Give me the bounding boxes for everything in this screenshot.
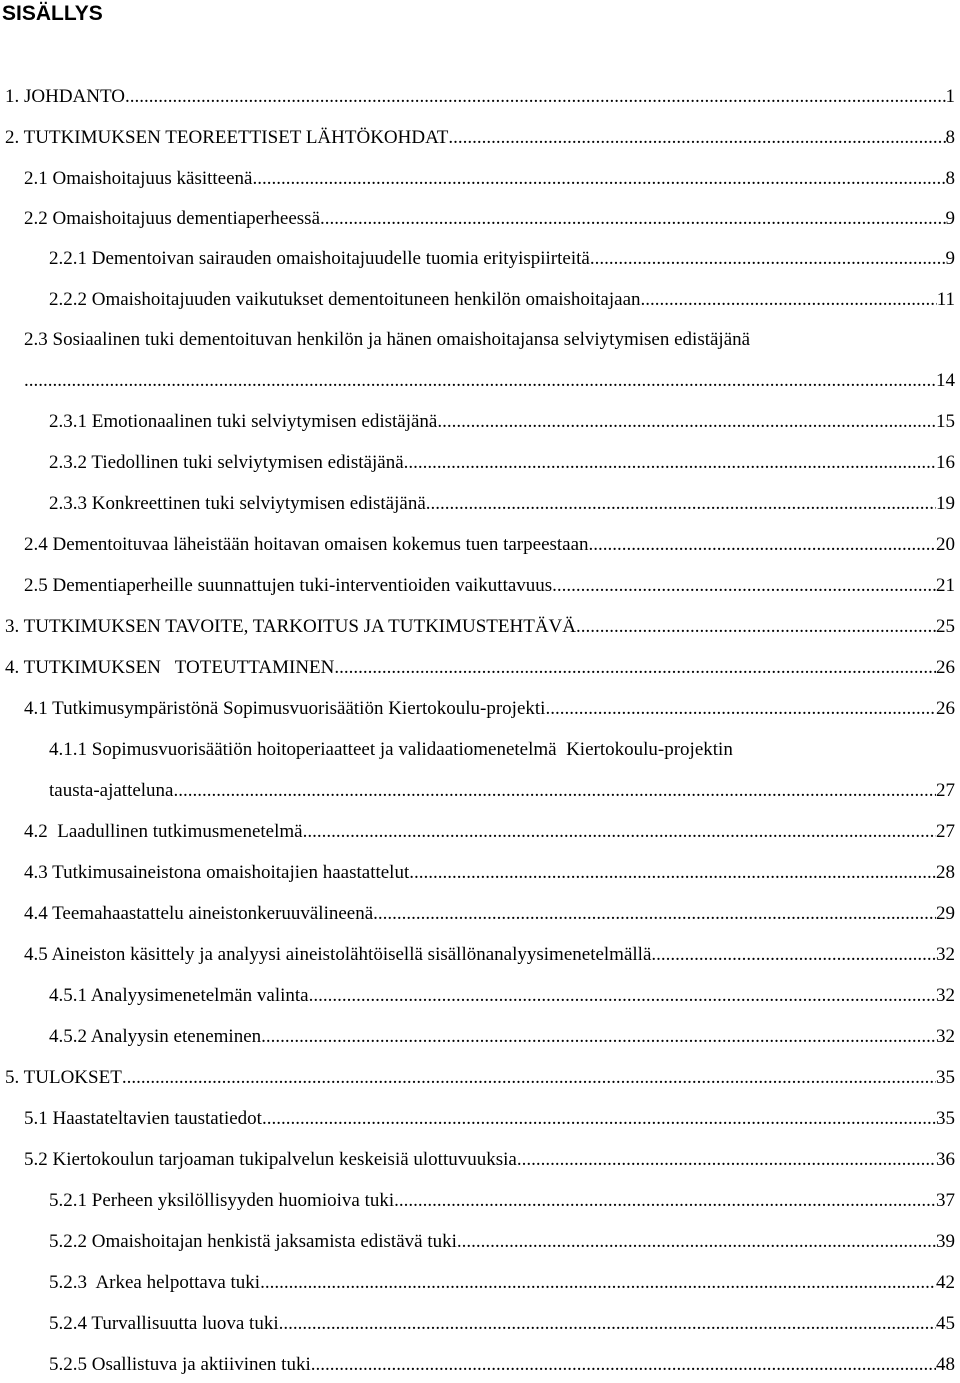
- toc-entry-text[interactable]: 4.1.1 Sopimusvuorisäätiön hoitoperiaatteet ja validaatiomenetelmä Kiertokoulu-projektin: [49, 739, 733, 760]
- toc-page-number: 11: [936, 289, 955, 310]
- toc-page-number: 27: [936, 780, 955, 801]
- toc-page-number: 8: [945, 127, 955, 148]
- dot-leader: [262, 1107, 936, 1131]
- toc-entry-text: 2. TUTKIMUKSEN TEOREETTISET LÄHTÖKOHDAT: [5, 127, 449, 148]
- dot-leader: [257, 167, 945, 191]
- toc-entry[interactable]: [49, 984, 955, 1008]
- toc-entry[interactable]: [49, 1230, 955, 1254]
- dot-leader: [576, 615, 936, 639]
- toc-entry-text: 2.3.2 Tiedollinen tuki selviytymisen edistäjänä: [49, 452, 404, 473]
- toc-page-number: 20: [936, 534, 955, 555]
- dot-leader: [651, 943, 936, 967]
- toc-entry[interactable]: [24, 533, 955, 557]
- toc-entry-text: 2.2 Omaishoitajuus dementiaperheessä: [24, 208, 321, 229]
- toc-entry[interactable]: [24, 574, 955, 598]
- dot-leader: [426, 492, 936, 516]
- toc-entry-text: 2.2.2 Omaishoitajuuden vaikutukset dementoituneen henkilön omaishoitajaan: [49, 289, 641, 310]
- toc-title: SISÄLLYS: [2, 2, 103, 25]
- toc-page-number: 16: [936, 452, 955, 473]
- toc-entry[interactable]: [24, 167, 955, 191]
- toc-page-number: 36: [936, 1149, 955, 1170]
- dot-leader: [448, 126, 945, 150]
- toc-page-number: 48: [936, 1354, 955, 1375]
- toc-entry[interactable]: [49, 451, 955, 475]
- dot-leader: [334, 656, 936, 680]
- toc-entry-text: 5.2.1 Perheen yksilöllisyyden huomioiva tuki: [49, 1190, 395, 1211]
- toc-entry-text: 2.1 Omaishoitajuus käsitteenä.: [24, 168, 258, 189]
- dot-leader: [641, 288, 937, 312]
- toc-entry[interactable]: [24, 820, 955, 844]
- dot-leader: [394, 1189, 936, 1213]
- toc-page-number: 1: [945, 86, 955, 107]
- toc-entry[interactable]: [49, 247, 955, 271]
- toc-entry[interactable]: [5, 1066, 955, 1090]
- toc-page-number: 39: [936, 1231, 955, 1252]
- dot-leader: [457, 1230, 936, 1254]
- toc-entry[interactable]: [24, 943, 955, 967]
- dot-leader: [260, 1271, 936, 1295]
- toc-page-number: 19: [936, 493, 955, 514]
- toc-entry-text: 2.3.3 Konkreettinen tuki selviytymisen edistäjänä: [49, 493, 426, 514]
- toc-page-number: 27: [936, 821, 955, 842]
- toc-entry-text: 5.2.2 Omaishoitajan henkistä jaksamista edistävä tuki: [49, 1231, 457, 1252]
- dot-leader: [552, 574, 936, 598]
- toc-entry[interactable]: [5, 656, 955, 680]
- toc-entry[interactable]: [49, 1353, 955, 1377]
- dot-leader: [309, 984, 936, 1008]
- toc-entry[interactable]: [49, 410, 955, 434]
- toc-page-number: 26: [936, 698, 955, 719]
- toc-entry-text: 4.5.1 Analyysimenetelmän valinta: [49, 985, 309, 1006]
- toc-page-number: 26: [936, 657, 955, 678]
- toc-entry-text: 3. TUTKIMUKSEN TAVOITE, TARKOITUS JA TUTKIMUSTEHTÄVÄ: [5, 616, 577, 637]
- toc-page-number: 8: [945, 168, 955, 189]
- dot-leader: [122, 1066, 936, 1090]
- toc-entry[interactable]: [5, 126, 955, 150]
- toc-entry[interactable]: [24, 1148, 955, 1172]
- dot-leader: [595, 247, 946, 271]
- dot-leader: [517, 1148, 936, 1172]
- toc-entry[interactable]: [5, 85, 955, 109]
- toc-entry-text: 5.1 Haastateltavien taustatiedot: [24, 1108, 262, 1129]
- dot-leader: [261, 1025, 936, 1049]
- dot-leader: [437, 410, 936, 434]
- toc-entry-text: 5.2.5 Osallistuva ja aktiivinen tuki: [49, 1354, 311, 1375]
- toc-entry-text: 1. JOHDANTO: [5, 86, 125, 107]
- toc-entry-text: 4.2 Laadullinen tutkimusmenetelmä: [24, 821, 303, 842]
- dot-leader: [174, 779, 937, 803]
- toc-page-number: 15: [936, 411, 955, 432]
- toc-entry[interactable]: [24, 902, 955, 926]
- toc-entry[interactable]: [49, 779, 955, 803]
- toc-entry-text: 4.3 Tutkimusaineistona omaishoitajien haastattelut: [24, 862, 410, 883]
- toc-entry[interactable]: [24, 697, 955, 721]
- toc-page-number: 32: [936, 1026, 955, 1047]
- toc-entry[interactable]: [49, 288, 955, 312]
- toc-page-number: 35: [936, 1067, 955, 1088]
- toc-entry-text: 5.2.3 Arkea helpottava tuki: [49, 1272, 261, 1293]
- toc-entry[interactable]: [49, 1271, 955, 1295]
- dot-leader: [303, 820, 936, 844]
- toc-entry-text: 4.4 Teemahaastattelu aineistonkeruuvälineenä: [24, 903, 374, 924]
- toc-entry[interactable]: [49, 1025, 955, 1049]
- toc-page-number: 35: [936, 1108, 955, 1129]
- dot-leader: [409, 861, 936, 885]
- toc-entry-text: 2.4 Dementoituvaa läheistään hoitavan omaisen kokemus tuen tarpeestaan: [24, 534, 589, 555]
- toc-page-number: 28: [936, 862, 955, 883]
- dot-leader: [279, 1312, 936, 1336]
- dot-leader: [311, 1353, 936, 1377]
- toc-entry-text: 5. TULOKSET: [5, 1067, 122, 1088]
- toc-entry-text: 4.5.2 Analyysin eteneminen: [49, 1026, 262, 1047]
- toc-entry-text: 5.2.4 Turvallisuutta luova tuki: [49, 1313, 279, 1334]
- toc-entry[interactable]: [24, 861, 955, 885]
- toc-page-number: 37: [936, 1190, 955, 1211]
- dot-leader: [404, 451, 936, 475]
- dot-leader: [589, 533, 936, 557]
- toc-page-number: 9: [945, 248, 955, 269]
- toc-entry[interactable]: [24, 1107, 955, 1131]
- toc-page-number: 32: [936, 985, 955, 1006]
- toc-page-number: 21: [936, 575, 955, 596]
- toc-page-number: 9: [945, 208, 955, 229]
- dot-leader: [545, 697, 936, 721]
- dot-leader: [373, 902, 936, 926]
- toc-entry-text[interactable]: 2.3 Sosiaalinen tuki dementoituvan henkilön ja hänen omaishoitajansa selviytymisen edistäjänä: [24, 329, 751, 350]
- toc-entry-text: 5.2 Kiertokoulun tarjoaman tukipalvelun keskeisiä ulottuvuuksia: [24, 1149, 517, 1170]
- toc-page-number: 29: [936, 903, 955, 924]
- toc-entry[interactable]: [5, 615, 955, 639]
- toc-entry-text: 4.5 Aineiston käsittely ja analyysi aineistolähtöisellä sisällönanalyysimenetelmällä: [24, 944, 652, 965]
- toc-page-number: 45: [936, 1313, 955, 1334]
- toc-entry-text: 4. TUTKIMUKSEN TOTEUTTAMINEN: [5, 657, 335, 678]
- toc-entry[interactable]: [49, 1189, 955, 1213]
- toc-entry[interactable]: [24, 369, 955, 393]
- toc-page-number: 32: [936, 944, 955, 965]
- toc-entry-text: 2.2.1 Dementoivan sairauden omaishoitajuudelle tuomia erityispiirteitä.: [49, 248, 595, 269]
- toc-entry[interactable]: [49, 492, 955, 516]
- toc-entry-text: 2.5 Dementiaperheille suunnattujen tuki-interventioiden vaikuttavuus: [24, 575, 553, 596]
- toc-entry-text: 4.1 Tutkimusympäristönä Sopimusvuorisäätiön Kiertokoulu-projekti: [24, 698, 546, 719]
- dot-leader: [24, 369, 936, 393]
- toc-page-number: 25: [936, 616, 955, 637]
- toc-page-number: 14: [936, 370, 955, 391]
- dot-leader: [125, 85, 946, 109]
- toc-entry-text: 2.3.1 Emotionaalinen tuki selviytymisen edistäjänä: [49, 411, 438, 432]
- dot-leader: [320, 207, 945, 231]
- toc-page-number: 42: [936, 1272, 955, 1293]
- toc-entry-continuation: tausta-ajatteluna: [49, 780, 174, 801]
- toc-entry[interactable]: [24, 207, 955, 231]
- toc-entry[interactable]: [49, 1312, 955, 1336]
